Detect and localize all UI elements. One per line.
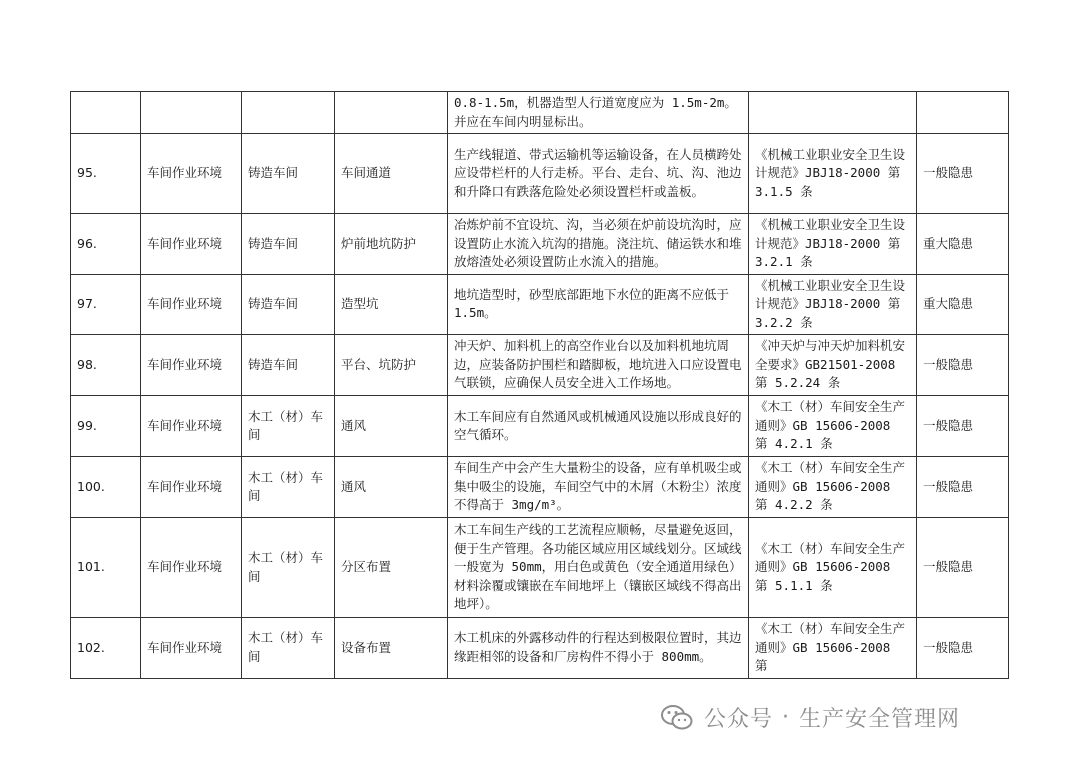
row-level: 一般隐患 bbox=[917, 457, 1009, 518]
row-category bbox=[141, 92, 242, 134]
row-item: 分区布置 bbox=[335, 518, 448, 618]
row-place: 铸造车间 bbox=[242, 335, 335, 396]
row-requirement: 木工车间生产线的工艺流程应顺畅，尽量避免返回，便于生产管理。各功能区域应用区域线划分。区域线一般宽为 50mm，用白色或黄色（安全通道用绿色）材料涂覆或镶嵌在车间地坪上（镶嵌区域线不得高出地坪）。 bbox=[448, 518, 749, 618]
row-category: 车间作业环境 bbox=[141, 134, 242, 214]
row-item: 通风 bbox=[335, 396, 448, 457]
row-requirement: 生产线辊道、带式运输机等运输设备，在人员横跨处应设带栏杆的人行走桥。平台、走台、坑、沟、池边和升降口有跌落危险处必须设置栏杆或盖板。 bbox=[448, 134, 749, 214]
row-basis: 《机械工业职业安全卫生设计规范》JBJ18-2000 第 3.1.5 条 bbox=[749, 134, 917, 214]
row-category: 车间作业环境 bbox=[141, 335, 242, 396]
row-requirement: 地坑造型时，砂型底部距地下水位的距离不应低于 1.5m。 bbox=[448, 274, 749, 335]
row-basis: 《木工（材）车间安全生产通则》GB 15606-2008 第 5.1.1 条 bbox=[749, 518, 917, 618]
table-row bbox=[71, 457, 1009, 518]
row-requirement: 车间生产中会产生大量粉尘的设备，应有单机吸尘或集中吸尘的设施，车间空气中的木屑（木粉尘）浓度不得高于 3mg/m³。 bbox=[448, 457, 749, 518]
table-row bbox=[71, 396, 1009, 457]
row-basis: 《冲天炉与冲天炉加料机安全要求》GB21501-2008 第 5.2.24 条 bbox=[749, 335, 917, 396]
table-row bbox=[71, 618, 1009, 679]
table-row bbox=[71, 518, 1009, 618]
table-row bbox=[71, 274, 1009, 335]
row-level: 一般隐患 bbox=[917, 335, 1009, 396]
hazard-table-body bbox=[71, 92, 1009, 679]
row-basis: 《木工（材）车间安全生产通则》GB 15606-2008 第 4.2.2 条 bbox=[749, 457, 917, 518]
row-requirement: 冲天炉、加料机上的高空作业台以及加料机地坑周边，应装备防护围栏和踏脚板，地坑进入口应设置电气联锁，应确保人员安全进入工作场地。 bbox=[448, 335, 749, 396]
watermark-separator: · bbox=[782, 705, 791, 730]
row-basis: 《木工（材）车间安全生产通则》GB 15606-2008 第 4.2.1 条 bbox=[749, 396, 917, 457]
row-number: 97. bbox=[71, 274, 141, 335]
row-category: 车间作业环境 bbox=[141, 457, 242, 518]
row-place: 铸造车间 bbox=[242, 274, 335, 335]
row-category: 车间作业环境 bbox=[141, 618, 242, 679]
row-place: 铸造车间 bbox=[242, 214, 335, 275]
row-requirement: 冶炼炉前不宜设坑、沟，当必须在炉前设坑沟时，应设置防止水流入坑沟的措施。浇注坑、储运铁水和堆放熔渣处必须设置防止水流入的措施。 bbox=[448, 214, 749, 275]
table-row bbox=[71, 134, 1009, 214]
row-number: 100. bbox=[71, 457, 141, 518]
hazard-table bbox=[70, 91, 1009, 679]
row-number: 98. bbox=[71, 335, 141, 396]
row-place bbox=[242, 92, 335, 134]
row-item: 通风 bbox=[335, 457, 448, 518]
watermark-name: 生产安全管理网 bbox=[799, 707, 961, 732]
row-place: 木工（材）车间 bbox=[242, 618, 335, 679]
row-item: 造型坑 bbox=[335, 274, 448, 335]
row-item: 车间通道 bbox=[335, 134, 448, 214]
wechat-icon bbox=[660, 703, 694, 733]
row-level: 重大隐患 bbox=[917, 214, 1009, 275]
row-place: 木工（材）车间 bbox=[242, 396, 335, 457]
row-level: 一般隐患 bbox=[917, 134, 1009, 214]
row-number bbox=[71, 92, 141, 134]
row-number: 102. bbox=[71, 618, 141, 679]
watermark-prefix: 公众号 bbox=[704, 707, 774, 732]
row-category: 车间作业环境 bbox=[141, 396, 242, 457]
row-place: 木工（材）车间 bbox=[242, 457, 335, 518]
row-requirement: 0.8-1.5m，机器造型人行道宽度应为 1.5m-2m。并应在车间内明显标出。 bbox=[448, 92, 749, 134]
row-basis: 《木工（材）车间安全生产通则》GB 15606-2008 第 bbox=[749, 618, 917, 679]
row-item: 平台、坑防护 bbox=[335, 335, 448, 396]
row-requirement: 木工车间应有自然通风或机械通风设施以形成良好的空气循环。 bbox=[448, 396, 749, 457]
table-row bbox=[71, 335, 1009, 396]
table-row bbox=[71, 214, 1009, 275]
row-basis: 《机械工业职业安全卫生设计规范》JBJ18-2000 第 3.2.2 条 bbox=[749, 274, 917, 335]
row-number: 99. bbox=[71, 396, 141, 457]
row-place: 木工（材）车间 bbox=[242, 518, 335, 618]
row-category: 车间作业环境 bbox=[141, 274, 242, 335]
row-number: 95. bbox=[71, 134, 141, 214]
row-number: 96. bbox=[71, 214, 141, 275]
row-category: 车间作业环境 bbox=[141, 518, 242, 618]
row-item bbox=[335, 92, 448, 134]
row-item: 设备布置 bbox=[335, 618, 448, 679]
table-row bbox=[71, 92, 1009, 134]
row-level: 一般隐患 bbox=[917, 518, 1009, 618]
row-level: 一般隐患 bbox=[917, 618, 1009, 679]
row-level: 一般隐患 bbox=[917, 396, 1009, 457]
row-requirement: 木工机床的外露移动件的行程达到极限位置时，其边缘距相邻的设备和厂房构件不得小于 800mm。 bbox=[448, 618, 749, 679]
row-category: 车间作业环境 bbox=[141, 214, 242, 275]
watermark bbox=[660, 702, 960, 733]
row-basis: 《机械工业职业安全卫生设计规范》JBJ18-2000 第 3.2.1 条 bbox=[749, 214, 917, 275]
row-place: 铸造车间 bbox=[242, 134, 335, 214]
row-level: 重大隐患 bbox=[917, 274, 1009, 335]
row-number: 101. bbox=[71, 518, 141, 618]
row-item: 炉前地坑防护 bbox=[335, 214, 448, 275]
row-level bbox=[917, 92, 1009, 134]
row-basis bbox=[749, 92, 917, 134]
